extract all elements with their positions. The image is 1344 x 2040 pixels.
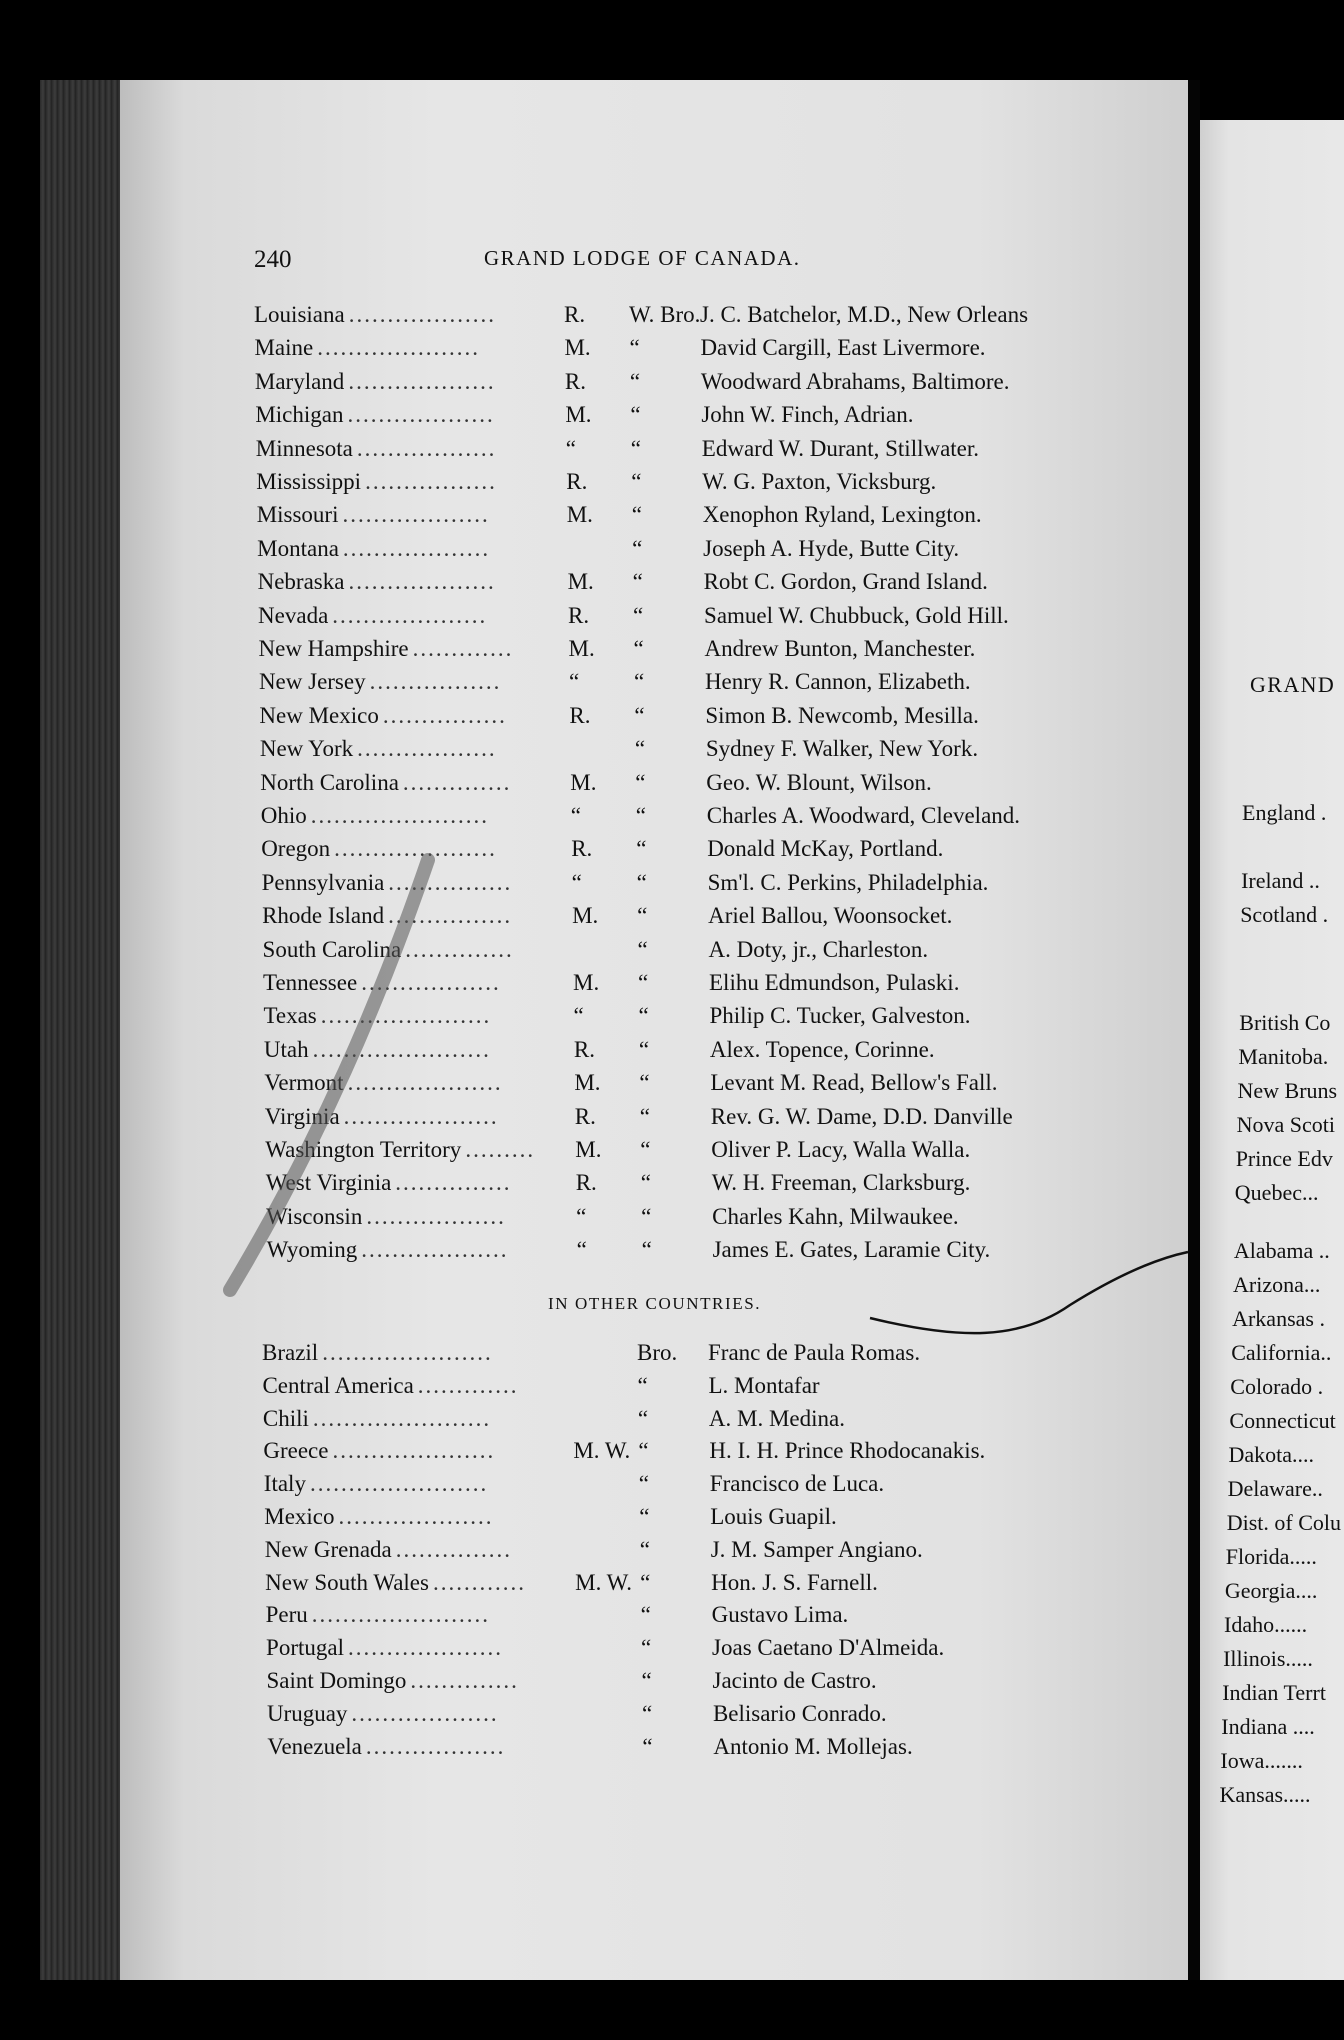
list-item [256,436,1096,469]
next-page-item: Arizona... [1233,1272,1321,1297]
representative-name: Charles A. Woodward, Cleveland. [706,803,1021,828]
region-name: New Jersey [258,669,366,695]
title: “ [637,1372,648,1398]
region-name: Michigan [255,402,344,428]
representative-name: Andrew Bunton, Manchester. [704,636,976,661]
next-page-item: Kansas..... [1219,1782,1311,1807]
representative-name: Louis Guapil. [710,1504,837,1529]
region-name: North Carolina [260,769,399,795]
region-name: Virginia [264,1103,340,1129]
dot-leader: ............... [395,1536,513,1562]
list-item [255,369,1095,402]
region-name: Pennsylvania [261,869,385,895]
title: Bro. [637,1340,678,1365]
list-item [264,1070,1104,1103]
title: “ [634,702,645,728]
region-name: Maryland [254,368,345,394]
representative-name: H. I. H. Prince Rhodocanakis. [709,1438,986,1464]
rank: R. [568,602,590,628]
next-page-item: Indian Terrt [1222,1680,1326,1705]
region-name: Minnesota [255,435,353,461]
representative-name: Joseph A. Hyde, Butte City. [703,535,960,561]
list-item [263,937,1103,970]
dot-leader: ................... [348,302,496,327]
list-item [261,803,1101,836]
list-item [260,770,1100,803]
section-heading-other-countries: IN OTHER COUNTRIES. [548,1294,762,1313]
dot-leader: ......... [465,1137,536,1162]
dot-leader: ....................... [312,1405,492,1431]
rank: R. [564,368,586,394]
next-page-item: Ireland .. [1241,868,1320,893]
region-name: Wyoming [266,1237,358,1263]
list-item [257,536,1097,569]
representative-name: W. H. Freeman, Clarksburg. [711,1170,971,1196]
region-name: West Virginia [265,1170,392,1196]
title: “ [631,502,642,528]
dot-leader: .................... [347,1070,503,1096]
dot-leader: ............. [417,1372,519,1398]
title: “ [641,1635,652,1661]
region-name: Mississippi [256,469,362,494]
title: “ [638,1003,649,1029]
title: “ [634,736,646,762]
list-item [265,1570,1105,1603]
list-item [264,1037,1104,1070]
title: “ [641,1203,652,1229]
title: “ [640,1602,651,1628]
title: “ [637,903,648,929]
rank: “ [571,869,582,895]
title: “ [633,669,645,695]
rank: M. [566,502,593,528]
book-gutter [1188,80,1200,1980]
representative-name: Oliver P. Lacy, Walla Walla. [711,1137,971,1162]
list-item [264,1504,1104,1537]
title: “ [639,1070,650,1096]
representative-name: Ariel Ballou, Woonsocket. [708,903,953,929]
list-item [263,1003,1103,1036]
representative-name: Rev. G. W. Dame, D.D. Danville [710,1103,1013,1129]
list-item [264,1471,1104,1504]
list-item [257,502,1097,535]
dot-leader: .................... [343,1103,499,1129]
dot-leader: ................ [388,903,513,929]
title: “ [633,636,644,661]
rank: R. [566,469,588,494]
rank: M. W. [573,1438,631,1464]
dot-leader: ................... [348,368,496,394]
title: “ [639,1504,650,1529]
representative-name: L. Montafar [708,1372,820,1398]
region-name: Rhode Island [262,903,385,929]
next-page-item: Delaware.. [1227,1476,1323,1501]
list-item [266,1602,1106,1635]
title: “ [629,368,641,394]
next-page-item: Alabama .. [1233,1238,1330,1263]
running-title: GRAND LODGE OF CANADA. [484,246,801,270]
dot-leader: ....................... [311,1602,491,1628]
representative-name: Franc de Paula Romas. [708,1340,921,1365]
list-item [263,970,1103,1003]
representative-name: Joas Caetano D'Almeida. [712,1635,945,1661]
list-item [267,1668,1107,1701]
rank: M. [574,1070,601,1096]
dot-leader: .............. [405,936,514,962]
list-item [262,1340,1102,1373]
page-number: 240 [254,246,292,273]
region-name: Chili [262,1405,309,1431]
rank: M. [567,569,594,595]
title: “ [629,335,640,361]
region-name: Vermont [264,1070,344,1096]
title: “ [632,569,643,595]
dot-leader: .............. [402,769,512,795]
representative-name: Hon. J. S. Farnell. [711,1569,878,1595]
region-name: Nevada [258,602,329,628]
dot-leader: ................ [382,702,507,728]
region-name: Central America [262,1372,414,1398]
dot-leader: ................. [369,669,502,695]
title: “ [637,936,648,962]
next-page-item: Indiana .... [1221,1714,1315,1739]
book-spine-edge [40,80,120,1980]
region-name: Washington Territory [265,1137,462,1162]
rank: R. [571,836,593,862]
title: “ [635,769,646,795]
dot-leader: ..................... [332,1438,496,1464]
dot-leader: ............ [432,1569,526,1595]
list-item [262,903,1102,936]
dot-leader: ..................... [317,335,480,361]
region-name: Mexico [264,1504,335,1529]
rank: M. [564,335,591,361]
region-name: Utah [263,1036,309,1062]
region-name: Maine [254,335,314,361]
title: “ [637,1405,649,1431]
next-page-item: Iowa....... [1220,1748,1303,1773]
dot-leader: ..................... [334,836,497,862]
list-item [265,1104,1105,1137]
dot-leader: .................... [348,1635,503,1661]
representative-name: Xenophon Ryland, Lexington. [702,502,982,528]
representative-name: James E. Gates, Laramie City. [712,1237,991,1263]
next-page-item: Colorado . [1230,1374,1324,1399]
rank: R. [569,702,591,728]
representative-name: Belisario Conrado. [712,1700,887,1726]
dot-leader: ............... [395,1170,512,1196]
region-name: New Mexico [259,702,379,728]
representative-name: Francisco de Luca. [709,1471,885,1497]
representative-name: Robt C. Gordon, Grand Island. [703,569,988,595]
title: “ [638,1471,650,1497]
representative-name: Edward W. Durant, Stillwater. [701,435,980,461]
rank: “ [570,803,581,828]
dot-leader: ................... [348,569,496,595]
list-item [267,1734,1107,1767]
title: “ [641,1668,652,1693]
title: “ [631,469,642,494]
dot-leader: .................. [357,736,497,762]
rank: M. [565,402,592,428]
title: “ [641,1237,652,1263]
next-page-item: Manitoba. [1238,1044,1329,1069]
rank: M. [568,636,595,661]
list-item [256,469,1096,502]
representative-name: A. M. Medina. [708,1405,845,1431]
list-item [261,836,1101,869]
representative-name: W. G. Paxton, Vicksburg. [702,469,937,494]
list-item [265,1137,1105,1170]
title: “ [633,602,644,628]
title: “ [640,1569,651,1595]
region-name: Peru [265,1602,308,1628]
title: “ [636,869,647,895]
list-item [259,636,1099,669]
dot-leader: ................... [342,535,491,561]
region-name: Tennessee [263,970,358,995]
dot-leader: ................... [351,1700,499,1726]
title: “ [639,1536,650,1562]
list-item [265,1537,1105,1570]
title: “ [635,803,646,828]
title: “ [641,1700,653,1726]
representative-name: Sydney F. Walker, New York. [705,736,979,762]
region-name: Italy [263,1471,306,1497]
dot-leader: ............. [412,636,514,661]
dot-leader: .............. [410,1668,519,1693]
dot-leader: .................... [332,602,488,628]
next-page-item: Nova Scoti [1236,1112,1335,1137]
list-item [267,1701,1107,1734]
region-name: Missouri [256,502,339,528]
region-name: Brazil [262,1340,319,1365]
list-item [259,703,1099,736]
representative-name: Simon B. Newcomb, Mesilla. [705,702,979,728]
rank: “ [565,435,577,461]
dot-leader: ................ [388,869,513,895]
representative-name: Woodward Abrahams, Baltimore. [700,368,1010,394]
region-name: Venezuela [267,1733,362,1759]
title: “ [639,1103,651,1129]
list-item [262,870,1102,903]
region-name: Nebraska [257,569,345,595]
rank: M. [575,1137,602,1162]
dot-leader: ...................... [322,1340,493,1365]
list-item [267,1237,1107,1270]
dot-leader: .................. [356,435,497,461]
title: W. Bro. [629,302,701,327]
rank: “ [576,1237,587,1263]
title: “ [636,836,647,862]
region-name: New South Wales [265,1569,429,1595]
next-page-item: England . [1242,800,1327,825]
next-page-item: Arkansas . [1232,1306,1325,1331]
region-name: Louisiana [254,302,345,327]
region-name: Portugal [266,1635,344,1661]
dot-leader: ...................... [320,1003,492,1029]
representative-name: Donald McKay, Portland. [707,836,944,862]
dot-leader: ....................... [309,1471,489,1497]
dot-leader: .................. [361,970,501,995]
title: “ [638,1438,649,1464]
next-page-item: Scotland . [1240,902,1329,927]
next-page-item: Illinois..... [1223,1646,1313,1671]
region-name: New Grenada [264,1536,392,1562]
title: “ [640,1137,651,1162]
rank: R. [564,302,586,327]
next-page-item: New Bruns [1237,1078,1338,1103]
dot-leader: ....................... [310,803,489,828]
dot-leader: .................... [338,1504,494,1529]
rank: R. [574,1103,596,1129]
list-item [254,335,1094,368]
list-item [266,1170,1106,1203]
list-item [266,1635,1106,1668]
representative-name: Sm'l. C. Perkins, Philadelphia. [707,869,989,895]
page-right-partial [1200,120,1344,1980]
list-item [260,736,1100,769]
representative-name: Gustavo Lima. [711,1602,849,1628]
region-name: Uruguay [266,1700,348,1726]
next-page-item: Idaho...... [1224,1612,1308,1637]
representative-name: Jacinto de Castro. [712,1668,877,1693]
representative-name: J. C. Batchelor, M.D., New Orleans [700,302,1029,327]
dot-leader: .................. [365,1733,506,1759]
list-item [263,1438,1103,1471]
next-page-item: Dist. of Colu [1226,1510,1341,1535]
region-name: Texas [263,1003,317,1029]
dot-leader: ................... [342,502,490,528]
title: “ [630,402,641,428]
region-name: Ohio [260,803,307,828]
region-name: Saint Domingo [266,1668,407,1693]
representative-name: J. M. Samper Angiano. [710,1536,923,1562]
title: “ [632,535,643,561]
rank: R. [575,1170,597,1196]
rank: M. W. [575,1569,633,1595]
representative-name: Antonio M. Mollejas. [713,1733,913,1759]
region-name: Greece [263,1438,329,1464]
representative-name: Henry R. Cannon, Elizabeth. [704,669,971,695]
rank: “ [573,1003,584,1029]
representative-name: John W. Finch, Adrian. [701,402,914,428]
title: “ [638,1036,650,1062]
next-page-item: Connecticut [1229,1408,1336,1433]
dot-leader: ................... [361,1237,509,1263]
representative-name: Geo. W. Blount, Wilson. [706,769,932,795]
title: “ [640,1170,651,1196]
region-name: Montana [257,535,339,561]
region-name: South Carolina [262,936,402,962]
rank: M. [570,769,597,795]
next-page-item: Florida..... [1225,1544,1317,1569]
next-page-title: GRAND [1250,672,1336,697]
title: “ [630,435,642,461]
next-page-item: California.. [1231,1340,1332,1365]
list-item [259,669,1099,702]
representative-name: Philip C. Tucker, Galveston. [709,1003,971,1029]
region-name: Wisconsin [266,1203,363,1229]
region-name: New York [259,736,354,762]
representative-name: David Cargill, East Livermore. [700,335,986,361]
list-item [254,302,1094,335]
region-name: New Hampshire [258,636,409,661]
representative-name: Samuel W. Chubbuck, Gold Hill. [704,602,1009,628]
representative-name: Elihu Edmundson, Pulaski. [709,970,960,995]
list-item [255,402,1095,435]
representative-name: Alex. Topence, Corinne. [709,1036,935,1062]
dot-leader: ....................... [312,1036,491,1062]
rank: R. [573,1036,595,1062]
next-page-item: Georgia.... [1224,1578,1318,1603]
representative-name: A. Doty, jr., Charleston. [708,936,929,962]
list-item [263,1406,1103,1439]
title: “ [642,1733,653,1759]
dot-leader: ................. [365,469,497,494]
page-header [254,246,1114,276]
list-item [262,1373,1102,1406]
rank: “ [568,669,580,695]
next-page-item: Dakota.... [1228,1442,1315,1467]
dot-leader: .................. [366,1203,506,1229]
dot-leader: ................... [347,402,495,428]
rank: “ [576,1203,587,1229]
next-page-item: Quebec... [1234,1180,1319,1205]
rank: M. [573,970,600,995]
next-page-item: Prince Edv [1235,1146,1333,1171]
region-name: Oregon [261,836,331,862]
representative-name: Charles Kahn, Milwaukee. [712,1203,959,1229]
list-item [258,603,1098,636]
list-item [258,569,1098,602]
title: “ [638,970,649,995]
list-item [266,1204,1106,1237]
representative-name: Levant M. Read, Bellow's Fall. [710,1070,998,1096]
next-page-item: British Co [1239,1010,1331,1035]
rank: M. [572,903,599,929]
